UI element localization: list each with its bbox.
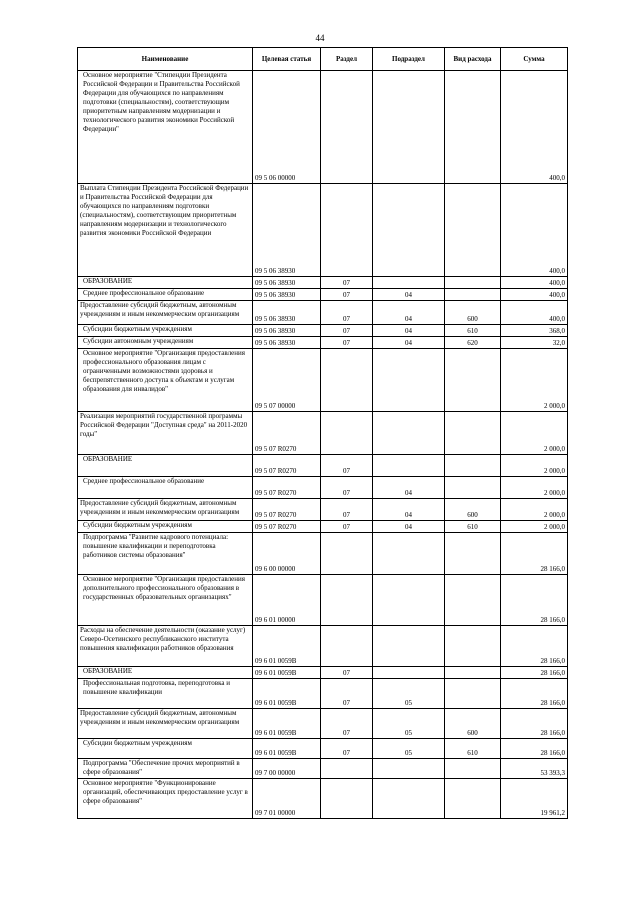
cell-subsection: 04 xyxy=(373,337,445,349)
cell-expense xyxy=(445,477,501,499)
cell-section: 07 xyxy=(321,679,373,709)
cell-sum: 368,0 xyxy=(501,325,568,337)
cell-subsection xyxy=(373,277,445,289)
cell-subsection xyxy=(373,455,445,477)
cell-sum: 19 961,2 xyxy=(501,779,568,819)
table-row xyxy=(78,184,568,277)
cell-expense: 600 xyxy=(445,499,501,521)
col-header-expense: Вид расхода xyxy=(445,48,501,71)
cell-section: 07 xyxy=(321,289,373,301)
cell-target: 09 6 01 0059В xyxy=(253,709,321,739)
cell-subsection xyxy=(373,626,445,667)
cell-name: Выплата Стипендии Президента Российской Федерации и Правительства Российской Федерации для обучающихся по направлениям подготовки (специальностям), соответствующим приоритетным направлениям модернизации и технологического развития экономики Российской Федерации xyxy=(78,184,253,277)
cell-sum: 400,0 xyxy=(501,277,568,289)
table-row xyxy=(78,626,568,667)
cell-expense xyxy=(445,679,501,709)
cell-subsection: 04 xyxy=(373,289,445,301)
table-row xyxy=(78,521,568,533)
cell-section xyxy=(321,71,373,184)
cell-target: 09 7 01 00000 xyxy=(253,779,321,819)
table-row xyxy=(78,455,568,477)
cell-name: Субсидии бюджетным учреждениям xyxy=(78,739,253,759)
cell-name: ОБРАЗОВАНИЕ xyxy=(78,277,253,289)
cell-subsection xyxy=(373,779,445,819)
cell-target: 09 5 06 38930 xyxy=(253,301,321,325)
table-header xyxy=(78,48,568,71)
table-row xyxy=(78,739,568,759)
cell-subsection: 04 xyxy=(373,301,445,325)
cell-target: 09 5 06 38930 xyxy=(253,289,321,301)
cell-name: Субсидии автономным учреждениям xyxy=(78,337,253,349)
table-row xyxy=(78,499,568,521)
table-row xyxy=(78,667,568,679)
cell-name: Предоставление субсидий бюджетным, автономным учреждениям и иным некоммерческим организациям xyxy=(78,301,253,325)
cell-target: 09 6 01 00000 xyxy=(253,575,321,626)
cell-name: Основное мероприятие "Организация предоставления профессионального образования лицам с ограниченными возможностями здоровья и беспрепятственного доступа к объектам и услугам образования для инвалидов" xyxy=(78,349,253,412)
cell-name: Субсидии бюджетным учреждениям xyxy=(78,325,253,337)
cell-name: ОБРАЗОВАНИЕ xyxy=(78,667,253,679)
cell-target: 09 5 06 38930 xyxy=(253,277,321,289)
budget-table xyxy=(77,47,568,819)
cell-section xyxy=(321,184,373,277)
cell-expense: 610 xyxy=(445,739,501,759)
cell-target: 09 5 07 R0270 xyxy=(253,499,321,521)
cell-target: 09 6 00 00000 xyxy=(253,533,321,575)
cell-section xyxy=(321,626,373,667)
cell-sum: 400,0 xyxy=(501,301,568,325)
cell-target: 09 5 06 38930 xyxy=(253,325,321,337)
cell-section xyxy=(321,759,373,779)
cell-name: Основное мероприятие "Функционирование организаций, обеспечивающих предоставление услуг в сфере образования" xyxy=(78,779,253,819)
cell-section xyxy=(321,575,373,626)
table-row xyxy=(78,759,568,779)
cell-name: Подпрограмма "Обеспечение прочих мероприятий в сфере образования" xyxy=(78,759,253,779)
cell-sum: 32,0 xyxy=(501,337,568,349)
cell-section: 07 xyxy=(321,325,373,337)
cell-sum: 400,0 xyxy=(501,184,568,277)
cell-expense: 600 xyxy=(445,301,501,325)
cell-subsection: 04 xyxy=(373,477,445,499)
cell-sum: 2 000,0 xyxy=(501,477,568,499)
col-header-section: Раздел xyxy=(321,48,373,71)
cell-sum: 2 000,0 xyxy=(501,412,568,455)
cell-section: 07 xyxy=(321,521,373,533)
cell-target: 09 6 01 0059В xyxy=(253,667,321,679)
cell-sum: 400,0 xyxy=(501,289,568,301)
table-row xyxy=(78,679,568,709)
table-row xyxy=(78,289,568,301)
cell-subsection xyxy=(373,575,445,626)
table-row xyxy=(78,779,568,819)
cell-sum: 28 166,0 xyxy=(501,679,568,709)
cell-expense: 600 xyxy=(445,709,501,739)
cell-target: 09 5 07 R0270 xyxy=(253,521,321,533)
table-row xyxy=(78,325,568,337)
cell-sum: 2 000,0 xyxy=(501,521,568,533)
cell-subsection: 04 xyxy=(373,325,445,337)
cell-expense xyxy=(445,289,501,301)
cell-expense: 610 xyxy=(445,521,501,533)
table-row xyxy=(78,349,568,412)
cell-expense xyxy=(445,277,501,289)
table-body xyxy=(78,71,568,819)
cell-name: Профессиональная подготовка, переподготовка и повышение квалификации xyxy=(78,679,253,709)
cell-target: 09 5 06 00000 xyxy=(253,71,321,184)
cell-section xyxy=(321,412,373,455)
cell-target: 09 5 06 38930 xyxy=(253,184,321,277)
cell-sum: 28 166,0 xyxy=(501,709,568,739)
cell-target: 09 5 07 R0270 xyxy=(253,455,321,477)
cell-target: 09 5 07 00000 xyxy=(253,349,321,412)
cell-subsection xyxy=(373,184,445,277)
cell-sum: 2 000,0 xyxy=(501,499,568,521)
cell-expense xyxy=(445,626,501,667)
cell-sum: 28 166,0 xyxy=(501,575,568,626)
cell-sum: 28 166,0 xyxy=(501,739,568,759)
table-row xyxy=(78,575,568,626)
cell-name: ОБРАЗОВАНИЕ xyxy=(78,455,253,477)
table-row xyxy=(78,301,568,325)
cell-target: 09 6 01 0059В xyxy=(253,679,321,709)
cell-target: 09 5 07 R0270 xyxy=(253,412,321,455)
table-row xyxy=(78,412,568,455)
table-row xyxy=(78,277,568,289)
cell-sum: 53 393,3 xyxy=(501,759,568,779)
page-number: 44 xyxy=(315,33,325,43)
cell-section: 07 xyxy=(321,667,373,679)
cell-expense xyxy=(445,349,501,412)
cell-name: Основное мероприятие "Стипендии Президента Российской Федерации и Правительства Российской Федерации для обучающихся по направлениям подготовки (специальностям), соответствующим приоритетным направлениям модернизации и технологического развития экономики Российской Федерации" xyxy=(78,71,253,184)
cell-subsection xyxy=(373,759,445,779)
table-row xyxy=(78,71,568,184)
cell-subsection: 05 xyxy=(373,679,445,709)
cell-target: 09 5 06 38930 xyxy=(253,337,321,349)
cell-expense: 620 xyxy=(445,337,501,349)
table-row xyxy=(78,337,568,349)
cell-sum: 28 166,0 xyxy=(501,626,568,667)
cell-expense xyxy=(445,455,501,477)
cell-name: Основное мероприятие "Организация предоставления дополнительного профессионального образования в государственных образовательных организациях" xyxy=(78,575,253,626)
cell-name: Предоставление субсидий бюджетным, автономным учреждениям и иным некоммерческим организациям xyxy=(78,499,253,521)
cell-section xyxy=(321,533,373,575)
cell-target: 09 6 01 0059В xyxy=(253,626,321,667)
table-row xyxy=(78,477,568,499)
cell-name: Субсидии бюджетным учреждениям xyxy=(78,521,253,533)
cell-sum: 400,0 xyxy=(501,71,568,184)
cell-section: 07 xyxy=(321,499,373,521)
cell-section: 07 xyxy=(321,739,373,759)
cell-section xyxy=(321,349,373,412)
cell-sum: 28 166,0 xyxy=(501,533,568,575)
cell-section: 07 xyxy=(321,455,373,477)
cell-target: 09 5 07 R0270 xyxy=(253,477,321,499)
cell-sum: 28 166,0 xyxy=(501,667,568,679)
cell-section: 07 xyxy=(321,337,373,349)
cell-section: 07 xyxy=(321,277,373,289)
cell-name: Среднее профессиональное образование xyxy=(78,477,253,499)
cell-section xyxy=(321,779,373,819)
cell-subsection xyxy=(373,349,445,412)
cell-expense xyxy=(445,412,501,455)
cell-subsection xyxy=(373,71,445,184)
col-header-name: Наименование xyxy=(78,48,253,71)
table-row xyxy=(78,709,568,739)
cell-name: Реализация мероприятий государственной программы Российской Федерации "Доступная среда" на 2011-2020 годы" xyxy=(78,412,253,455)
cell-section: 07 xyxy=(321,477,373,499)
col-header-subsection: Подраздел xyxy=(373,48,445,71)
col-header-sum: Сумма xyxy=(501,48,568,71)
cell-section: 07 xyxy=(321,709,373,739)
cell-subsection: 04 xyxy=(373,521,445,533)
cell-subsection: 05 xyxy=(373,709,445,739)
cell-expense xyxy=(445,533,501,575)
cell-expense xyxy=(445,184,501,277)
cell-target: 09 7 00 00000 xyxy=(253,759,321,779)
cell-target: 09 6 01 0059В xyxy=(253,739,321,759)
cell-subsection xyxy=(373,412,445,455)
cell-expense xyxy=(445,71,501,184)
cell-subsection xyxy=(373,667,445,679)
cell-expense xyxy=(445,667,501,679)
cell-subsection: 04 xyxy=(373,499,445,521)
cell-section: 07 xyxy=(321,301,373,325)
cell-expense: 610 xyxy=(445,325,501,337)
cell-expense xyxy=(445,779,501,819)
cell-expense xyxy=(445,759,501,779)
cell-name: Предоставление субсидий бюджетным, автономным учреждениям и иным некоммерческим организациям xyxy=(78,709,253,739)
cell-name: Расходы на обеспечение деятельности (оказание услуг) Северо-Осетинского республиканского института повышения квалификации работников образования xyxy=(78,626,253,667)
cell-expense xyxy=(445,575,501,626)
cell-sum: 2 000,0 xyxy=(501,455,568,477)
cell-name: Среднее профессиональное образование xyxy=(78,289,253,301)
cell-subsection: 05 xyxy=(373,739,445,759)
cell-subsection xyxy=(373,533,445,575)
cell-name: Подпрограмма "Развитие кадрового потенциала: повышение квалификации и переподготовка работников системы образования" xyxy=(78,533,253,575)
col-header-target: Целевая статья xyxy=(253,48,321,71)
table-row xyxy=(78,533,568,575)
cell-sum: 2 000,0 xyxy=(501,349,568,412)
